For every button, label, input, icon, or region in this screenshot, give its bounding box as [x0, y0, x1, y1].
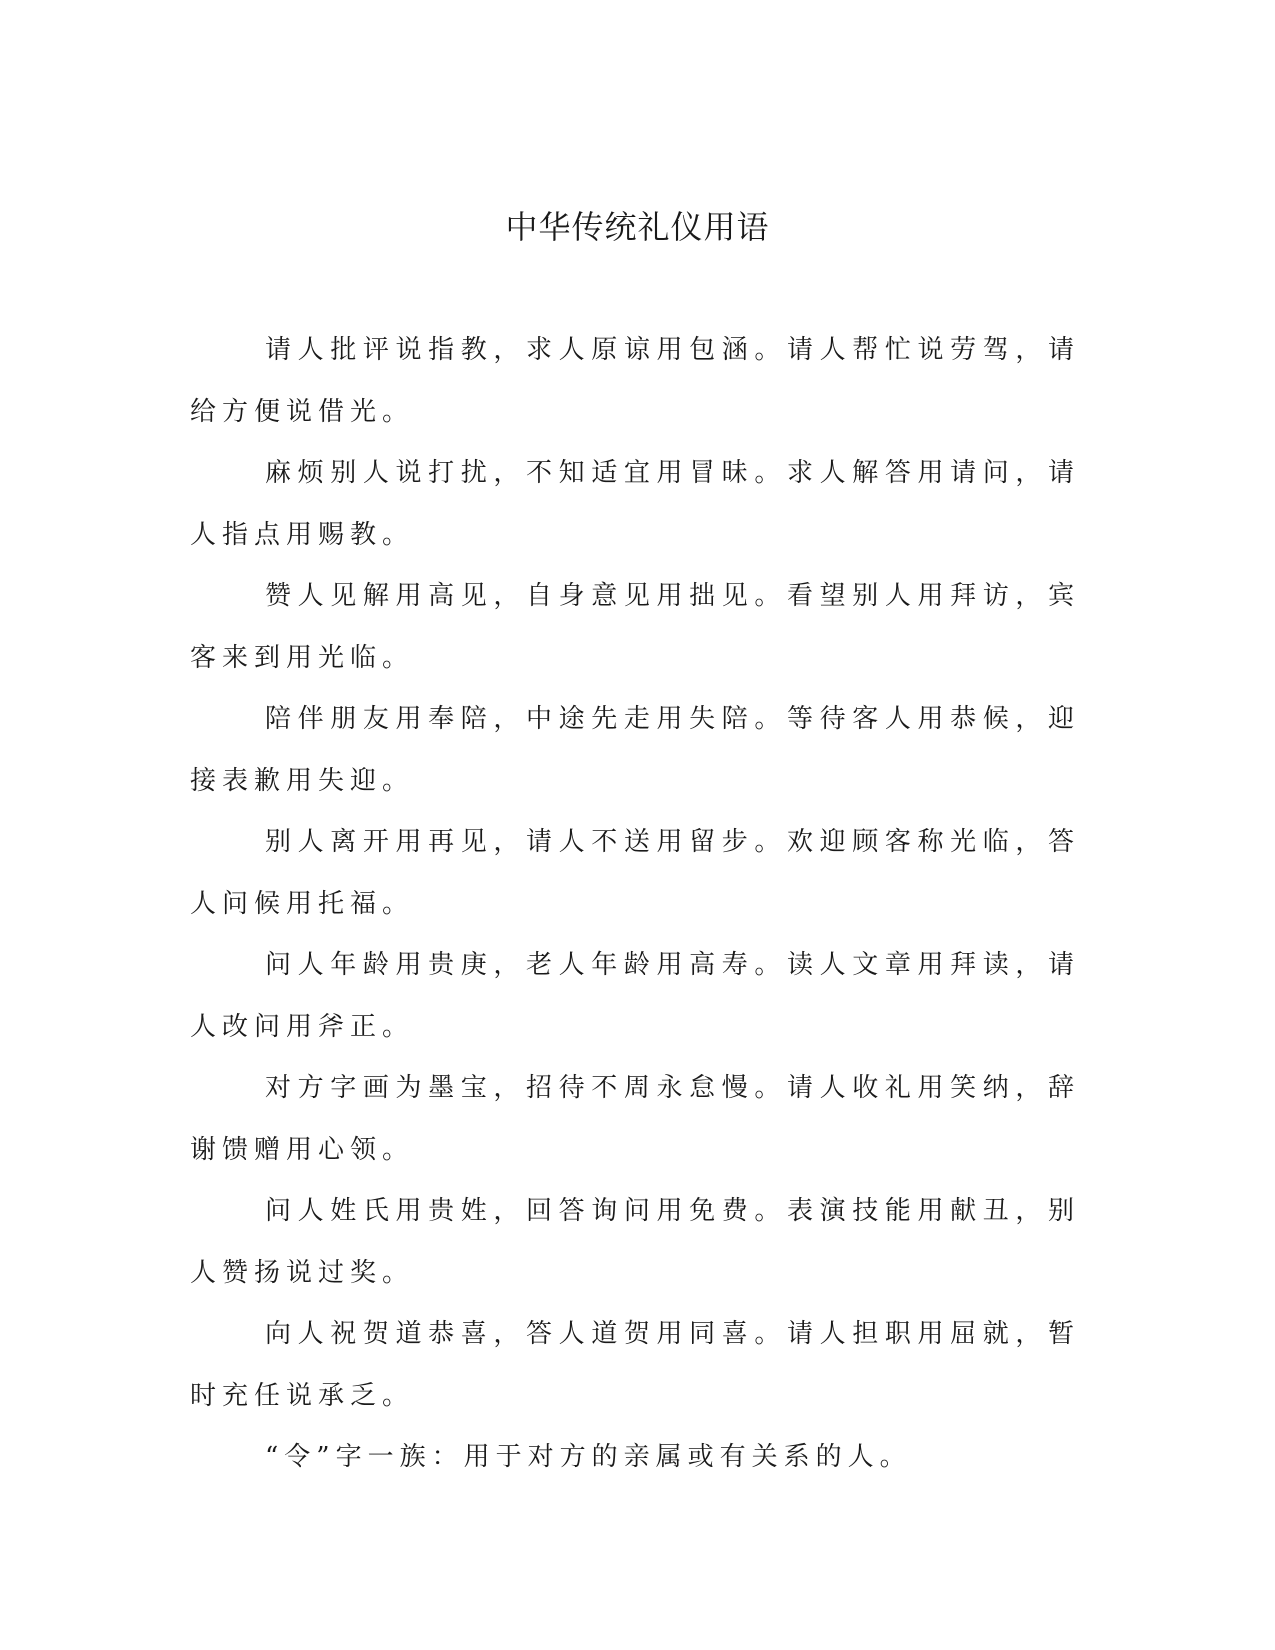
paragraph-8: 问人姓氏用贵姓，回答询问用免费。表演技能用献丑，别人赞扬说过奖。 — [190, 1196, 1080, 1288]
paragraph-3: 赞人见解用高见，自身意见用拙见。看望别人用拜访，宾客来到用光临。 — [190, 581, 1080, 673]
paragraph-5: 别人离开用再见，请人不送用留步。欢迎顾客称光临，答人问候用托福。 — [190, 827, 1080, 919]
paragraph-2: 麻烦别人说打扰，不知适宜用冒昧。求人解答用请问，请人指点用赐教。 — [190, 458, 1080, 550]
document-body — [190, 320, 1080, 1489]
paragraph-9: 向人祝贺道恭喜，答人道贺用同喜。请人担职用屈就，暂时充任说承乏。 — [190, 1319, 1080, 1411]
paragraph-7: 对方字画为墨宝，招待不周永怠慢。请人收礼用笑纳，辞谢馈赠用心领。 — [190, 1073, 1080, 1165]
page-title: 中华传统礼仪用语 — [505, 208, 770, 246]
paragraph-4: 陪伴朋友用奉陪，中途先走用失陪。等待客人用恭候，迎接表歉用失迎。 — [190, 704, 1080, 796]
paragraph-6: 问人年龄用贵庚，老人年龄用高寿。读人文章用拜读，请人改问用斧正。 — [190, 950, 1080, 1042]
paragraph-10: “令”字一族：用于对方的亲属或有关系的人。 — [265, 1442, 912, 1472]
paragraph-1: 请人批评说指教，求人原谅用包涵。请人帮忙说劳驾，请给方便说借光。 — [190, 335, 1080, 427]
